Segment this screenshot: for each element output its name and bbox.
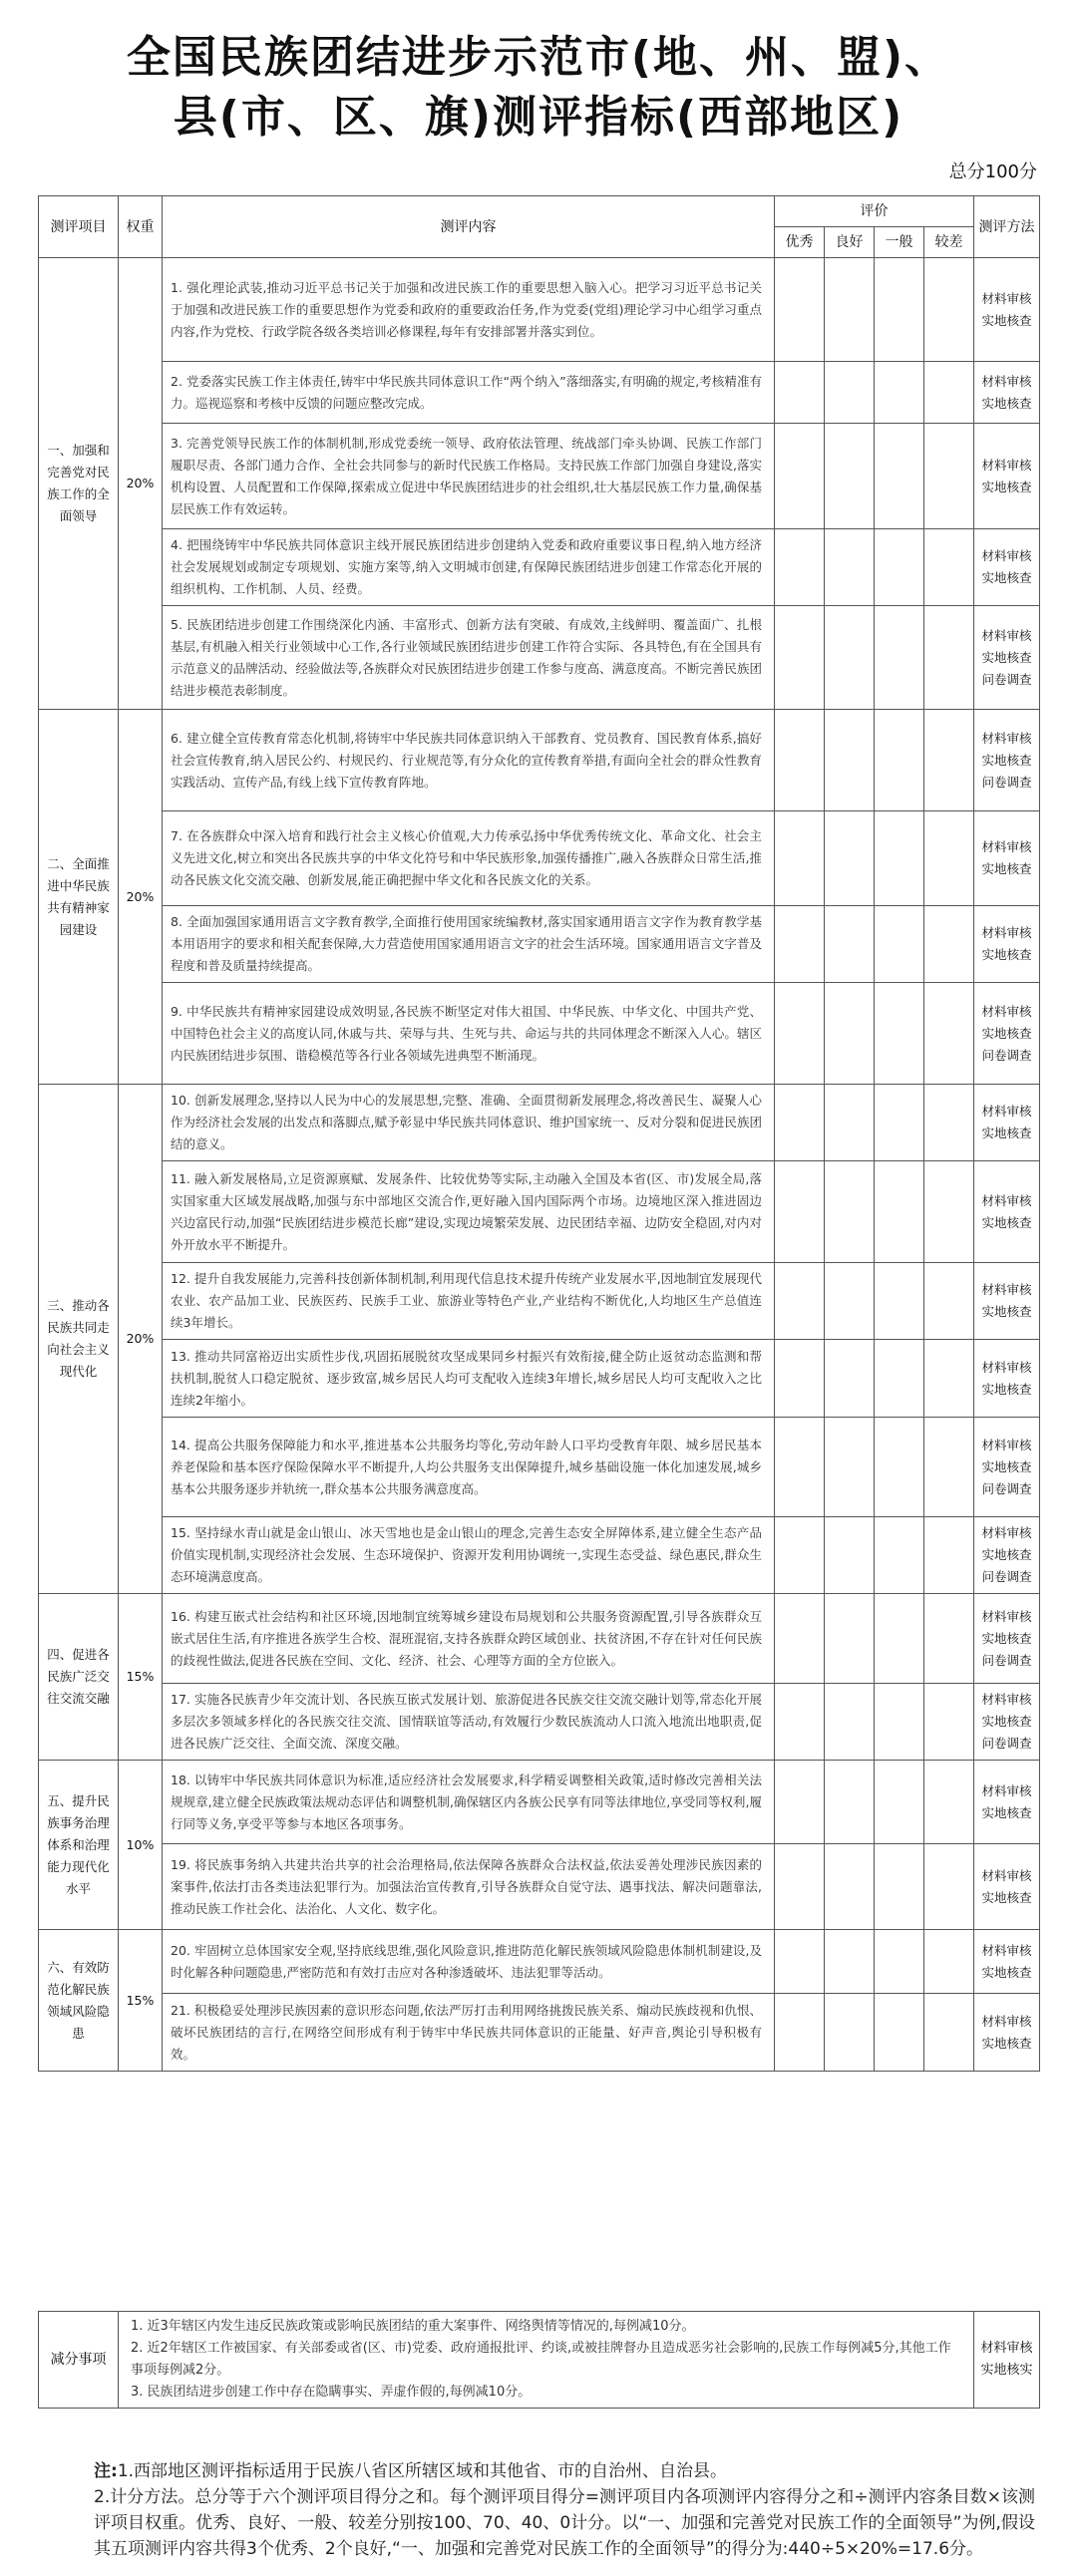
table-row xyxy=(39,1517,1040,1594)
category-label: 四、促进各民族广泛交往交流交融 xyxy=(39,1594,119,1761)
deduction-content xyxy=(119,2312,974,2409)
category-weight: 15% xyxy=(119,1930,163,2072)
eval-cell-poor[interactable] xyxy=(924,1930,974,1994)
item-content: 16. 构建互嵌式社会结构和社区环境,因地制宜统筹城乡建设布局规划和公共服务资源配置,引导各族群众互嵌式居住生活,有序推进各族学生合校、混班混宿,支持各族群众跨区域创业、扶贫济困,不存在针对任何民族的歧视性做法,促进各民族在空间、文化、经济、社会、心理等方面的全方位嵌入。 xyxy=(163,1594,775,1684)
table-row xyxy=(39,606,1040,710)
item-method: 材料审核 实地核查 问卷调查 xyxy=(974,1517,1040,1594)
eval-cell-poor[interactable] xyxy=(924,906,974,983)
item-method: 材料审核 实地核查 xyxy=(974,1930,1040,1994)
table-row xyxy=(39,362,1040,424)
eval-cell-excellent[interactable] xyxy=(775,362,825,424)
eval-cell-poor[interactable] xyxy=(924,424,974,529)
category-weight: 15% xyxy=(119,1594,163,1761)
eval-cell-poor[interactable] xyxy=(924,1844,974,1930)
table-row xyxy=(39,1340,1040,1418)
table-row xyxy=(39,983,1040,1085)
table-row xyxy=(39,1930,1040,1994)
item-content: 20. 牢固树立总体国家安全观,坚持底线思维,强化风险意识,推进防范化解民族领域风险隐患体制机制建设,及时化解各种问题隐患,严密防范和有效打击应对各种渗透破坏、违法犯罪等活动。 xyxy=(163,1930,775,1994)
eval-cell-average[interactable] xyxy=(875,424,924,529)
eval-cell-excellent[interactable] xyxy=(775,1517,825,1594)
eval-cell-average[interactable] xyxy=(875,1263,924,1340)
eval-cell-good[interactable] xyxy=(825,529,875,606)
eval-cell-poor[interactable] xyxy=(924,1684,974,1761)
header-content: 测评内容 xyxy=(163,196,775,258)
header-good: 良好 xyxy=(825,227,875,258)
eval-cell-good[interactable] xyxy=(825,1994,875,2072)
deduction-table xyxy=(38,2311,1040,2409)
eval-cell-good[interactable] xyxy=(825,424,875,529)
eval-cell-average[interactable] xyxy=(875,1761,924,1844)
category-weight: 10% xyxy=(119,1761,163,1930)
eval-cell-good[interactable] xyxy=(825,906,875,983)
eval-cell-excellent[interactable] xyxy=(775,1418,825,1517)
item-method: 材料审核 实地核查 xyxy=(974,906,1040,983)
eval-cell-poor[interactable] xyxy=(924,1994,974,2072)
eval-cell-good[interactable] xyxy=(825,1161,875,1263)
item-content: 10. 创新发展理念,坚持以人民为中心的发展思想,完整、准确、全面贯彻新发展理念,将改善民生、凝聚人心作为经济社会发展的出发点和落脚点,赋予彰显中华民族共同体意识、维护国家统一、反对分裂和促进民族团结的意义。 xyxy=(163,1085,775,1161)
eval-cell-excellent[interactable] xyxy=(775,1340,825,1418)
eval-cell-good[interactable] xyxy=(825,1761,875,1844)
header-weight: 权重 xyxy=(119,196,163,258)
header-average: 一般 xyxy=(875,227,924,258)
header-method: 测评方法 xyxy=(974,196,1040,258)
eval-cell-good[interactable] xyxy=(825,1418,875,1517)
header-item: 测评项目 xyxy=(39,196,119,258)
eval-cell-excellent[interactable] xyxy=(775,529,825,606)
eval-cell-poor[interactable] xyxy=(924,983,974,1085)
eval-cell-average[interactable] xyxy=(875,710,924,811)
item-method: 材料审核 实地核查 xyxy=(974,1263,1040,1340)
header-poor: 较差 xyxy=(924,227,974,258)
item-content: 4. 把围绕铸牢中华民族共同体意识主线开展民族团结进步创建纳入党委和政府重要议事日程,纳入地方经济社会发展规划或制定专项规划、实施方案等,纳入文明城市创建,有保障民族团结进步创建工作常态化开展的组织机构、工作机制、人员、经费。 xyxy=(163,529,775,606)
table-row xyxy=(39,1684,1040,1761)
eval-cell-excellent[interactable] xyxy=(775,424,825,529)
eval-cell-average[interactable] xyxy=(875,1844,924,1930)
header-excellent: 优秀 xyxy=(775,227,825,258)
item-content: 14. 提高公共服务保障能力和水平,推进基本公共服务均等化,劳动年龄人口平均受教育年限、城乡居民基本养老保险和基本医疗保险保障水平不断提升,人均公共服务支出保障提升,城乡基础设施一体化加速发展,城乡基本公共服务逐步并轨统一,群众基本公共服务满意度高。 xyxy=(163,1418,775,1517)
eval-cell-poor[interactable] xyxy=(924,606,974,710)
table-row xyxy=(39,811,1040,906)
item-method: 材料审核 实地核查 xyxy=(974,1994,1040,2072)
category-label: 三、推动各民族共同走向社会主义现代化 xyxy=(39,1085,119,1594)
item-method: 材料审核 实地核查 问卷调查 xyxy=(974,606,1040,710)
deduction-item: 2. 近2年辖区工作被国家、有关部委或省(区、市)党委、政府通报批评、约谈,或被挂牌督办且造成恶劣社会影响的,民族工作每例减5分,其他工作事项每例减2分。 xyxy=(131,2341,951,2378)
item-content: 15. 坚持绿水青山就是金山银山、冰天雪地也是金山银山的理念,完善生态安全屏障体系,建立健全生态产品价值实现机制,实现经济社会发展、生态环境保护、资源开发利用协调统一,实现生态受益、绿色惠民,群众生态环境满意度高。 xyxy=(163,1517,775,1594)
total-score: 总分100分 xyxy=(948,161,1037,182)
eval-cell-excellent[interactable] xyxy=(775,1930,825,1994)
eval-cell-poor[interactable] xyxy=(924,811,974,906)
category-label: 五、提升民族事务治理体系和治理能力现代化水平 xyxy=(39,1761,119,1930)
item-content: 7. 在各族群众中深入培育和践行社会主义核心价值观,大力传承弘扬中华优秀传统文化、革命文化、社会主义先进文化,树立和突出各民族共享的中华文化符号和中华民族形象,加强传播推广,融入各族群众日常生活,推动各民族文化交流交融、创新发展,能正确把握中华文化和各民族文化的关系。 xyxy=(163,811,775,906)
eval-cell-excellent[interactable] xyxy=(775,1594,825,1684)
item-method: 材料审核 实地核查 问卷调查 xyxy=(974,1418,1040,1517)
item-method: 材料审核 实地核查 xyxy=(974,1844,1040,1930)
eval-cell-poor[interactable] xyxy=(924,1263,974,1340)
eval-cell-good[interactable] xyxy=(825,1844,875,1930)
deduction-label: 减分事项 xyxy=(39,2312,119,2409)
eval-cell-excellent[interactable] xyxy=(775,983,825,1085)
item-content: 12. 提升自我发展能力,完善科技创新体制机制,利用现代信息技术提升传统产业发展水平,因地制宜发展现代农业、农产品加工业、民族医药、民族手工业、旅游业等特色产业,产业结构不断优化,人均地区生产总值连续3年增长。 xyxy=(163,1263,775,1340)
eval-cell-poor[interactable] xyxy=(924,529,974,606)
item-content: 17. 实施各民族青少年交流计划、各民族互嵌式发展计划、旅游促进各民族交往交流交融计划等,常态化开展多层次多领域多样化的各民族交往交流、国情联谊等活动,有效履行少数民族流动人口流入地流出地职责,促进各民族广泛交往、全面交流、深度交融。 xyxy=(163,1684,775,1761)
category-label: 一、加强和完善党对民族工作的全面领导 xyxy=(39,258,119,710)
eval-cell-average[interactable] xyxy=(875,258,924,362)
eval-cell-poor[interactable] xyxy=(924,1517,974,1594)
eval-cell-poor[interactable] xyxy=(924,1594,974,1684)
item-method: 材料审核 实地核查 问卷调查 xyxy=(974,710,1040,811)
item-content: 2. 党委落实民族工作主体责任,铸牢中华民族共同体意识工作“两个纳入”落细落实,有明确的规定,考核精准有力。巡视巡察和考核中反馈的问题应整改完成。 xyxy=(163,362,775,424)
notes-label: 注: xyxy=(94,2461,118,2481)
eval-cell-good[interactable] xyxy=(825,1594,875,1684)
eval-cell-average[interactable] xyxy=(875,1930,924,1994)
eval-cell-excellent[interactable] xyxy=(775,710,825,811)
header-evaluation: 评价 xyxy=(775,196,974,227)
eval-cell-excellent[interactable] xyxy=(775,906,825,983)
eval-cell-poor[interactable] xyxy=(924,1761,974,1844)
table-row xyxy=(39,1994,1040,2072)
note-1: 注:1.西部地区测评指标适用于民族八省区所辖区域和其他省、市的自治州、自治县。 xyxy=(94,2461,728,2481)
eval-cell-excellent[interactable] xyxy=(775,1761,825,1844)
note-2: 2.计分方法。总分等于六个测评项目得分之和。每个测评项目得分=测评项目内各项测评内容得分之和÷测评内容条目数×该测评项目权重。优秀、良好、一般、较差分别按100、70、40、0计分。以“一、加强和完善党对民族工作的全面领导”为例,假设其五项测评内容共得3个优秀、2个良好,“一、加强和完善党对民族工作的全面领导”的得分为:440÷5×20%=17.6分。 xyxy=(94,2487,1035,2559)
eval-cell-excellent[interactable] xyxy=(775,606,825,710)
title-line-2: 县(市、区、旗)测评指标(西部地区) xyxy=(173,92,904,143)
eval-cell-excellent[interactable] xyxy=(775,811,825,906)
deduction-item: 1. 近3年辖区内发生违反民族政策或影响民族团结的重大案事件、网络舆情等情况的,每例减10分。 xyxy=(131,2319,695,2334)
page-title xyxy=(0,28,1077,148)
item-method: 材料审核 实地核查 xyxy=(974,424,1040,529)
eval-cell-good[interactable] xyxy=(825,710,875,811)
eval-cell-average[interactable] xyxy=(875,1340,924,1418)
item-content: 18. 以铸牢中华民族共同体意识为标准,适应经济社会发展要求,科学精妥调整相关政策,适时修改完善相关法规规章,建立健全民族政策法规动态评估和调整机制,确保辖区内各族公民享有同等法律地位,享受同等权利,履行同等义务,享受平等参与本地区各项事务。 xyxy=(163,1761,775,1844)
eval-cell-good[interactable] xyxy=(825,362,875,424)
eval-cell-average[interactable] xyxy=(875,1994,924,2072)
eval-cell-average[interactable] xyxy=(875,362,924,424)
table-row xyxy=(39,710,1040,811)
eval-cell-good[interactable] xyxy=(825,1930,875,1994)
eval-cell-poor[interactable] xyxy=(924,1085,974,1161)
eval-cell-good[interactable] xyxy=(825,258,875,362)
eval-cell-average[interactable] xyxy=(875,1684,924,1761)
eval-cell-poor[interactable] xyxy=(924,362,974,424)
eval-cell-good[interactable] xyxy=(825,983,875,1085)
eval-cell-excellent[interactable] xyxy=(775,258,825,362)
eval-cell-excellent[interactable] xyxy=(775,1994,825,2072)
eval-cell-good[interactable] xyxy=(825,1340,875,1418)
deduction-method: 材料审核 实地核实 xyxy=(974,2312,1040,2409)
eval-cell-poor[interactable] xyxy=(924,1418,974,1517)
category-label: 六、有效防范化解民族领域风险隐患 xyxy=(39,1930,119,2072)
eval-cell-excellent[interactable] xyxy=(775,1263,825,1340)
item-content: 3. 完善党领导民族工作的体制机制,形成党委统一领导、政府依法管理、统战部门牵头协调、民族工作部门履职尽责、各部门通力合作、全社会共同参与的新时代民族工作格局。支持民族工作部门加强自身建设,落实机构设置、人员配置和工作保障,探索成立促进中华民族团结进步的社会组织,壮大基层民族工作力量,确保基层民族工作有效运转。 xyxy=(163,424,775,529)
item-content: 19. 将民族事务纳入共建共治共享的社会治理格局,依法保障各族群众合法权益,依法妥善处理涉民族因素的案事件,依法打击各类违法犯罪行为。加强法治宣传教育,引导各族群众自觉守法、遇事找法、解决问题靠法,推动民族工作社会化、法治化、人文化、数字化。 xyxy=(163,1844,775,1930)
eval-cell-average[interactable] xyxy=(875,906,924,983)
eval-cell-average[interactable] xyxy=(875,1418,924,1517)
notes xyxy=(56,2458,1035,2562)
eval-cell-excellent[interactable] xyxy=(775,1161,825,1263)
item-method: 材料审核 实地核查 问卷调查 xyxy=(974,1684,1040,1761)
eval-cell-poor[interactable] xyxy=(924,258,974,362)
table-row xyxy=(39,1844,1040,1930)
item-content: 8. 全面加强国家通用语言文字教育教学,全面推行使用国家统编教材,落实国家通用语言文字作为教育教学基本用语用字的要求和相关配套保障,大力营造使用国家通用语言文字的社会生活环境。国家通用语言文字普及程度和普及质量持续提高。 xyxy=(163,906,775,983)
item-method: 材料审核 实地核查 xyxy=(974,362,1040,424)
deduction-item: 3. 民族团结进步创建工作中存在隐瞒事实、弄虚作假的,每例减10分。 xyxy=(131,2385,532,2400)
table-row xyxy=(39,906,1040,983)
category-weight: 20% xyxy=(119,1085,163,1594)
table-row xyxy=(39,1161,1040,1263)
eval-cell-average[interactable] xyxy=(875,606,924,710)
item-content: 1. 强化理论武装,推动习近平总书记关于加强和改进民族工作的重要思想入脑入心。把学习习近平总书记关于加强和改进民族工作的重要思想作为党委和政府的重要政治任务,作为党委(党组)理论学习中心组学习重点内容,作为党校、行政学院各级各类培训必修课程,每年有安排部署并落实到位。 xyxy=(163,258,775,362)
eval-cell-poor[interactable] xyxy=(924,710,974,811)
title-line-1: 全国民族团结进步示范市(地、州、盟)、 xyxy=(126,32,951,83)
eval-cell-poor[interactable] xyxy=(924,1340,974,1418)
table-row xyxy=(39,1594,1040,1684)
item-content: 21. 积极稳妥处理涉民族因素的意识形态问题,依法严厉打击利用网络挑拨民族关系、煽动民族歧视和仇恨、破坏民族团结的言行,在网络空间形成有利于铸牢中华民族共同体意识的正能量、好声音,舆论引导积极有效。 xyxy=(163,1994,775,2072)
eval-cell-excellent[interactable] xyxy=(775,1085,825,1161)
eval-cell-average[interactable] xyxy=(875,1085,924,1161)
item-method: 材料审核 实地核查 xyxy=(974,811,1040,906)
table-row xyxy=(39,258,1040,362)
table-row xyxy=(39,424,1040,529)
eval-cell-good[interactable] xyxy=(825,1085,875,1161)
table-row xyxy=(39,1761,1040,1844)
eval-cell-average[interactable] xyxy=(875,1594,924,1684)
item-method: 材料审核 实地核查 xyxy=(974,529,1040,606)
category-label: 二、全面推进中华民族共有精神家园建设 xyxy=(39,710,119,1085)
eval-cell-excellent[interactable] xyxy=(775,1844,825,1930)
item-method: 材料审核 实地核查 xyxy=(974,258,1040,362)
eval-cell-good[interactable] xyxy=(825,811,875,906)
eval-cell-good[interactable] xyxy=(825,606,875,710)
item-content: 6. 建立健全宣传教育常态化机制,将铸牢中华民族共同体意识纳入干部教育、党员教育、国民教育体系,搞好社会宣传教育,纳入居民公约、村规民约、行业规范等,有分众化的宣传教育举措,有面向全社会的群众性教育实践活动、宣传产品,有线上线下宣传教育阵地。 xyxy=(163,710,775,811)
item-method: 材料审核 实地核查 问卷调查 xyxy=(974,1594,1040,1684)
item-content: 13. 推动共同富裕迈出实质性步伐,巩固拓展脱贫攻坚成果同乡村振兴有效衔接,健全防止返贫动态监测和帮扶机制,脱贫人口稳定脱贫、逐步致富,城乡居民人均可支配收入连续3年增长,城乡居民人均可支配收入之比连续2年缩小。 xyxy=(163,1340,775,1418)
item-method: 材料审核 实地核查 xyxy=(974,1340,1040,1418)
eval-cell-good[interactable] xyxy=(825,1684,875,1761)
eval-cell-good[interactable] xyxy=(825,1263,875,1340)
indicator-table xyxy=(38,195,1040,2072)
table-row xyxy=(39,1418,1040,1517)
item-content: 5. 民族团结进步创建工作围绕深化内涵、丰富形式、创新方法有突破、有成效,主线鲜明、覆盖面广、扎根基层,有机融入相关行业领域中心工作,各行业领域民族团结进步创建工作符合实际、各具特色,有在全国具有示范意义的品牌活动、经验做法等,各族群众对民族团结进步创建工作参与度高、满意度高。不断完善民族团结进步模范表彰制度。 xyxy=(163,606,775,710)
eval-cell-average[interactable] xyxy=(875,983,924,1085)
eval-cell-average[interactable] xyxy=(875,1517,924,1594)
category-weight: 20% xyxy=(119,710,163,1085)
item-method: 材料审核 实地核查 xyxy=(974,1085,1040,1161)
item-content: 9. 中华民族共有精神家园建设成效明显,各民族不断坚定对伟大祖国、中华民族、中华文化、中国共产党、中国特色社会主义的高度认同,休戚与共、荣辱与共、生死与共、命运与共的共同体理念不断深入人心。辖区内民族团结进步氛围、谐稳模范等各行业各领域先进典型不断涌现。 xyxy=(163,983,775,1085)
eval-cell-average[interactable] xyxy=(875,529,924,606)
eval-cell-average[interactable] xyxy=(875,811,924,906)
eval-cell-average[interactable] xyxy=(875,1161,924,1263)
table-row xyxy=(39,1263,1040,1340)
table-row xyxy=(39,529,1040,606)
item-method: 材料审核 实地核查 xyxy=(974,1761,1040,1844)
eval-cell-excellent[interactable] xyxy=(775,1684,825,1761)
category-weight: 20% xyxy=(119,258,163,710)
table-row xyxy=(39,1085,1040,1161)
item-content: 11. 融入新发展格局,立足资源禀赋、发展条件、比较优势等实际,主动融入全国及本省(区、市)发展全局,落实国家重大区域发展战略,加强与东中部地区交流合作,更好融入国内国际两个市场。边境地区深入推进固边兴边富民行动,加强“民族团结进步模范长廊”建设,实现边境繁荣发展、边民团结幸福、边防安全稳固,对内对外开放水平不断提升。 xyxy=(163,1161,775,1263)
item-method: 材料审核 实地核查 xyxy=(974,1161,1040,1263)
eval-cell-good[interactable] xyxy=(825,1517,875,1594)
eval-cell-poor[interactable] xyxy=(924,1161,974,1263)
item-method: 材料审核 实地核查 问卷调查 xyxy=(974,983,1040,1085)
